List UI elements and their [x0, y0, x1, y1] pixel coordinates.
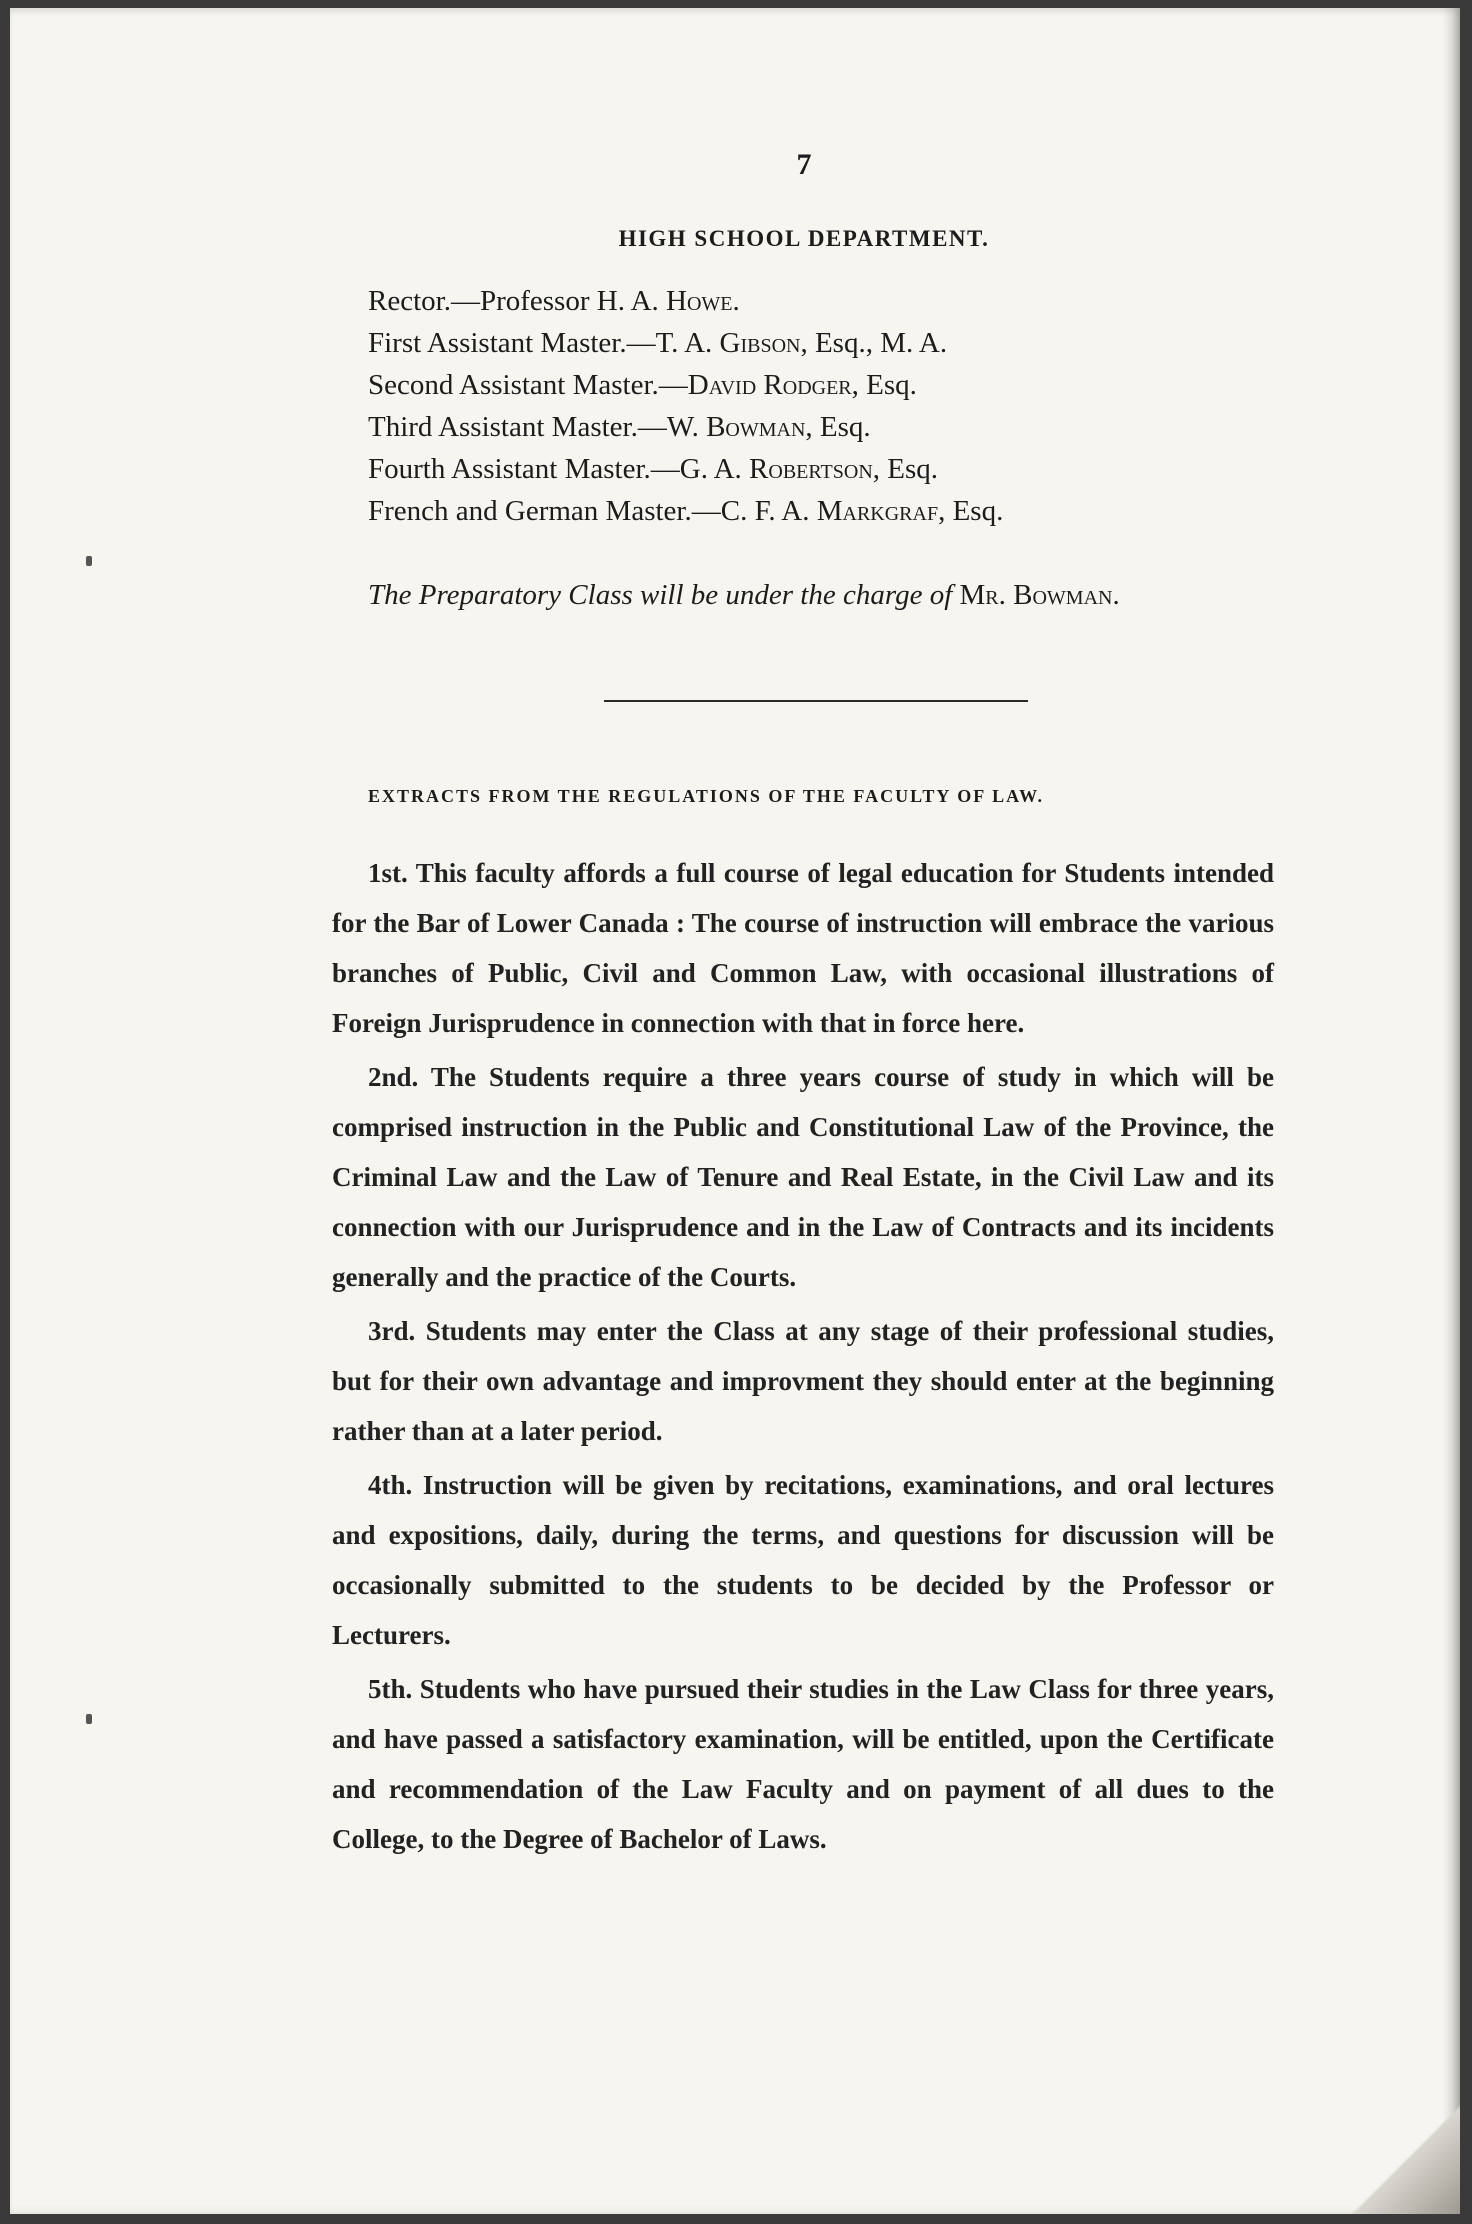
preparatory-suffix: . [1112, 579, 1120, 611]
staff-line-second-assistant [368, 364, 1288, 406]
staff-list [368, 280, 1288, 532]
regulation-paragraph: 4th. Instruction will be given by recitations, examinations, and oral lectures and expositions, daily, during the terms, and questions for discussion will be occasionally submitted to the students to be decided by the Professor or Lecturers. [332, 1470, 1274, 1650]
staff-line-fourth-assistant [368, 448, 1288, 490]
staff-line-french-german [368, 490, 1288, 532]
staff-role: Second Assistant Master.— [368, 369, 688, 401]
page-corner-curl [1350, 2104, 1460, 2214]
staff-suffix: . [732, 285, 740, 317]
preparatory-name: Mr. Bowman [959, 579, 1113, 611]
margin-mark [86, 556, 92, 566]
regulation-paragraph: 2nd. The Students require a three years course of study in which will be comprised instruction in the Public and Constitutional Law of the Province, the Criminal Law and the Law of Tenure and Real Estate, in the Civil Law and its connection with our Jurisprudence and in the Law of Contracts and its incidents generally and the practice of the Courts. [332, 1062, 1274, 1292]
high-school-heading: HIGH SCHOOL DEPARTMENT. [618, 226, 990, 251]
staff-role: Fourth Assistant Master.— [368, 453, 680, 485]
margin-mark [86, 1714, 92, 1724]
staff-role: French and German Master.— [368, 495, 721, 527]
preparatory-italic-text: The Preparatory Class will be under the charge of [368, 579, 960, 611]
staff-line-rector [368, 280, 1288, 322]
staff-name: W. Bowman [666, 411, 806, 443]
staff-name: C. F. A. Markgraf [720, 495, 939, 527]
staff-name: H. A. Howe [596, 285, 733, 317]
staff-role: Rector.—Professor [368, 285, 597, 317]
staff-suffix: , Esq. [851, 369, 917, 401]
page-edge-shadow [1442, 8, 1460, 2214]
regulation-paragraph: 1st. This faculty affords a full course of legal education for Students intended for the Bar of Lower Canada : The course of instruction will embrace the various branches of Public, Civil and Common Law, with occasional illustrations of Foreign Jurisprudence in connection with that in force here. [332, 858, 1274, 1038]
preparatory-class-note [368, 574, 1308, 616]
staff-role: Third Assistant Master.— [368, 411, 667, 443]
staff-name: T. A. Gibson [655, 327, 801, 359]
regulation-paragraph: 5th. Students who have pursued their studies in the Law Class for three years, and have passed a satisfactory examination, will be entitled, upon the Certificate and recommendation of the Law Faculty and on payment of all dues to the College, to the Degree of Bachelor of Laws. [332, 1674, 1274, 1854]
staff-suffix: , Esq., M. A. [800, 327, 948, 359]
staff-suffix: , Esq. [872, 453, 939, 485]
law-regulations [332, 848, 1274, 1868]
staff-name: G. A. Robertson [679, 453, 873, 485]
page-number: 7 [796, 148, 812, 181]
staff-name: David Rodger [687, 369, 852, 401]
staff-line-first-assistant [368, 322, 1288, 364]
staff-line-third-assistant [368, 406, 1288, 448]
staff-suffix: , Esq. [805, 411, 871, 443]
regulation-paragraph: 3rd. Students may enter the Class at any stage of their professional studies, but for their own advantage and improvment they should enter at the beginning rather than at a later period. [332, 1316, 1274, 1446]
section-divider [604, 700, 1028, 702]
law-regulations-heading: EXTRACTS FROM THE REGULATIONS OF THE FACULTY OF LAW. [368, 786, 1044, 806]
staff-role: First Assistant Master.— [368, 327, 656, 359]
staff-suffix: , Esq. [938, 495, 1004, 527]
